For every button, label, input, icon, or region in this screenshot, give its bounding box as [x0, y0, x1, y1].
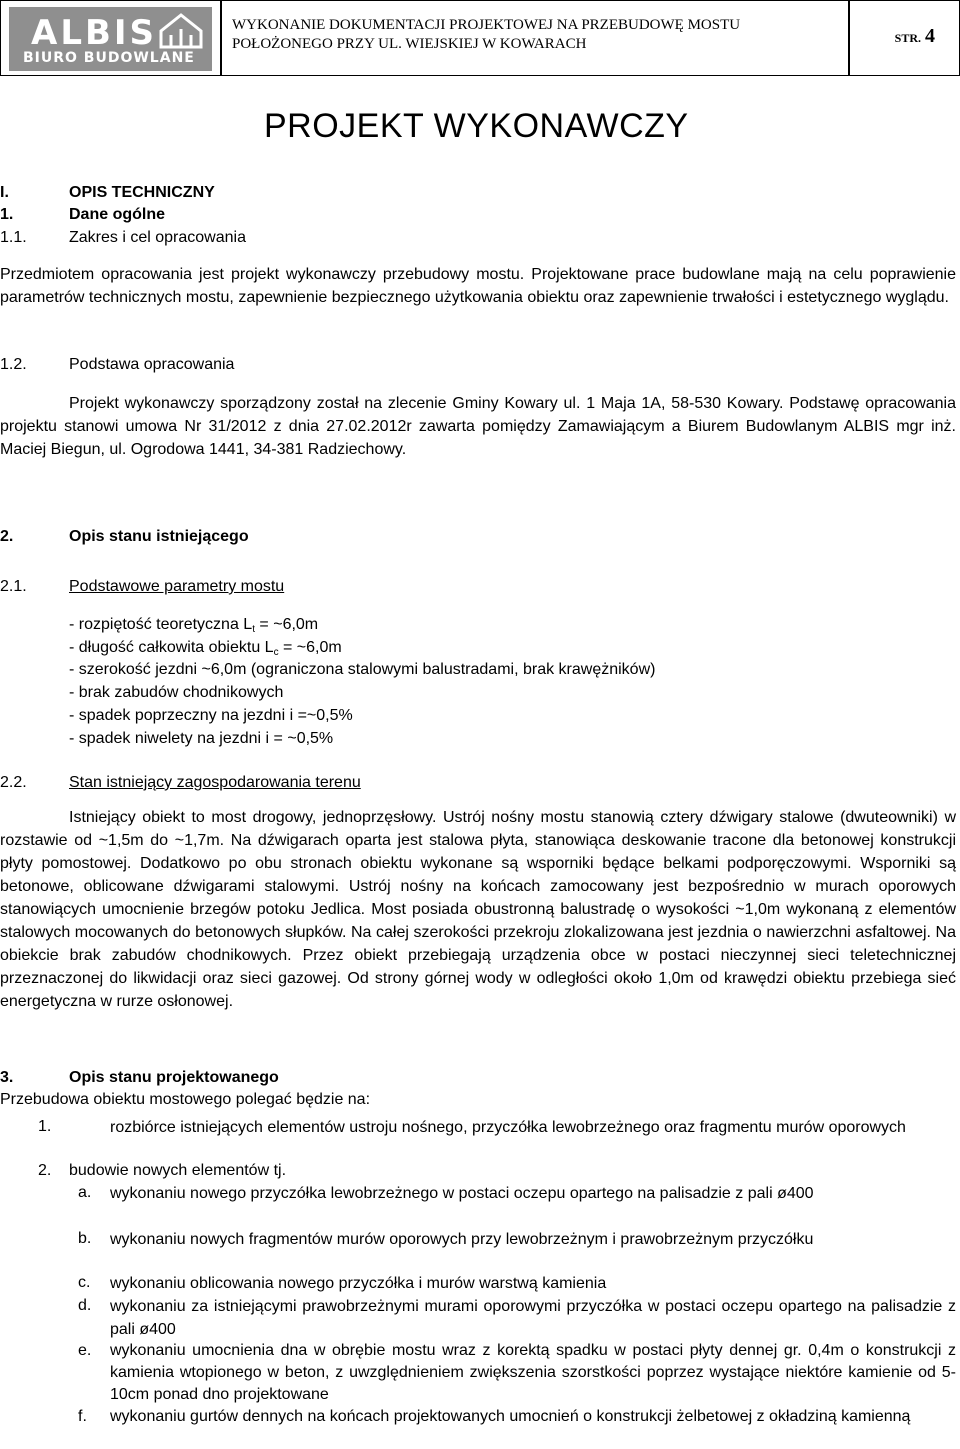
section-1-number: I.: [0, 184, 9, 201]
page-number: [895, 25, 935, 48]
section-2-title: Opis stanu istniejącego: [69, 528, 249, 545]
paragraph-podstawa: Projekt wykonawczy sporządzony został na zlecenie Gminy Kowary ul. 1 Maja 1A, 58-530 Kowary. Podstawę opracowania projektu stanowi umowa Nr 31/2012 z dnia 27.02.2012r zawarta pomiędzy Zamawiającym a Biurem Budowlanym ALBIS mgr inż. Maciej Biegun, ul. Ogrodowa 1441, 34-381 Radziechowy.: [0, 395, 956, 458]
sublist-item-a-number: a.: [78, 1184, 92, 1201]
paragraph-stan-istniejacy: Istniejący obiekt to most drogowy, jednoprzęsłowy. Ustrój nośny mostu stanowią cztery dźwigary stalowe (dwuteowniki) w rozstawie od ~1,5m do ~1,7m. Na dźwigarach oparta jest stalowa płyta, stanowiąca deskowanie tracone dla betonowej konstrukcji płyty pomostowej. Dodatkowo po obu stronach obiektu wykonane są wsporniki będące belkami podporęczowymi. Wsporniki są betonowe, oblicowane dźwigarami stalowymi. Ustrój nośny na końcach zamocowany jest bezpośrednio w murach oporowych stanowiących umocnienie brzegów potoku Jedlica. Most posiada obustronną balustradę o wysokości ~1,0m wykonaną z elementów stalowych mocowanych do betonowych słupków. Na całej szerokości przekroju zlokalizowana jest jezdnia o nawierzchni asfaltowej. Na obiekcie brak zabudów chodnikowych. Przez obiekt przebiegają urządzenia obce w postaci nieczynnej sieci teletechnicznej przeznaczonej do likwidacji oraz sieci gazowej. Od strony górnej wody w odległości około 1,0m od krawędzi obiektu przebiega sieć energetyczna w rurze osłonowej.: [0, 809, 956, 1010]
section-2-number: 2.: [0, 528, 14, 545]
section-1-title: OPIS TECHNICZNY: [69, 184, 215, 201]
section-1-1-title: Dane ogólne: [69, 206, 166, 223]
list-item-2-number: 2.: [38, 1162, 52, 1179]
param-span: - rozpiętość teoretyczna $L_t$ = ~6,0m: [69, 616, 319, 635]
section-2-2-number: 2.2.: [0, 774, 27, 791]
list-item-1-text: rozbiórce istniejących elementów ustroju nośnego, przyczółka lewobrzeżnego oraz fragmentu murów oporowych: [110, 1119, 906, 1136]
section-2-1-number: 2.1.: [0, 578, 27, 595]
header-title-line2: POŁOŻONEGO PRZY UL. WIEJSKIEJ W KOWARACH: [232, 36, 587, 52]
logo-name: ALBIS: [31, 13, 158, 53]
sublist-item-f-number: f.: [78, 1408, 87, 1425]
section-1-1-1-title: Zakres i cel opracowania: [69, 229, 246, 246]
sublist-item-c-number: c.: [78, 1274, 91, 1291]
paragraph-projekt-intro: Przebudowa obiektu mostowego polegać będzie na:: [0, 1091, 371, 1108]
logo-cell: [0, 0, 221, 76]
sublist-item-e-number: e.: [78, 1342, 92, 1359]
company-logo: [9, 7, 212, 71]
sublist-item-b-text: wykonaniu nowych fragmentów murów oporowych przy lewobrzeżnym i prawobrzeżnym przyczółku: [110, 1231, 814, 1248]
page-number-value: 4: [925, 25, 935, 47]
param-width: - szerokość jezdni ~6,0m (ograniczona stalowymi balustradami, brak krawężników): [69, 661, 656, 678]
section-2-1-title: Podstawowe parametry mostu: [69, 578, 285, 595]
list-item-2-text: budowie nowych elementów tj.: [69, 1162, 287, 1179]
section-1-2-title: Podstawa opracowania: [69, 356, 235, 373]
paragraph-zakres: Przedmiotem opracowania jest projekt wykonawczy przebudowy mostu. Projektowane prace budowlane mają na celu poprawienie parametrów technicznych mostu, zapewnienie bezpiecznego użytkowania obiektu oraz zapewnienie trwałości i estetycznego wyglądu.: [0, 266, 956, 306]
list-item-1-number: 1.: [38, 1118, 52, 1135]
section-1-1-1-number: 1.1.: [0, 229, 27, 246]
main-title: PROJEKT WYKONAWCZY: [264, 107, 689, 145]
logo-house-icon: [159, 11, 203, 49]
param-length: - długość całkowita obiektu $L_c$ = ~6,0m: [69, 639, 342, 658]
page-header: [0, 0, 960, 76]
header-title-line1: WYKONANIE DOKUMENTACJI PROJEKTOWEJ NA PRZEBUDOWĘ MOSTU: [232, 17, 741, 33]
sublist-item-f-text: wykonaniu gurtów dennych na końcach projektowanych umocnień o konstrukcji żelbetowej z okładziną kamienną: [110, 1408, 911, 1425]
sublist-item-b-number: b.: [78, 1230, 92, 1247]
sublist-item-d-text: wykonaniu za istniejącymi prawobrzeżnymi murami oporowymi przyczółka w postaci oczepu opartego na palisadzie z pali ø400: [110, 1298, 956, 1338]
sublist-item-a-text: wykonaniu nowego przyczółka lewobrzeżnego w postaci oczepu opartego na palisadzie z pali ø400: [110, 1185, 814, 1202]
section-3-title: Opis stanu projektowanego: [69, 1069, 279, 1086]
sublist-item-c-text: wykonaniu oblicowania nowego przyczółka i murów warstwą kamienia: [110, 1275, 607, 1292]
section-2-2-title: Stan istniejący zagospodarowania terenu: [69, 774, 361, 791]
header-title-cell: [221, 0, 849, 76]
param-grade-slope: - spadek niwelety na jezdni i = ~0,5%: [69, 730, 334, 747]
param-cross-slope: - spadek poprzeczny na jezdni i =~0,5%: [69, 707, 353, 724]
page-number-cell: [849, 0, 960, 76]
sublist-item-e-text: wykonaniu umocnienia dna w obrębie mostu wraz z korektą spadku w postaci płyty dennej gr. 0,4m o konstrukcji z kamienia wtopionego w beton, z uwzględnieniem zwiększenia szorstkości poprzez wystające niektóre kamienie od 5-10cm ponad dno projektowane: [110, 1342, 956, 1403]
sublist-item-d-number: d.: [78, 1297, 92, 1314]
param-sidewalk: - brak zabudów chodnikowych: [69, 684, 284, 701]
section-1-2-number: 1.2.: [0, 356, 27, 373]
page-label: STR.: [894, 31, 921, 45]
section-3-number: 3.: [0, 1069, 14, 1086]
logo-subtitle: BIURO BUDOWLANE: [23, 50, 195, 66]
section-1-1-number: 1.: [0, 206, 14, 223]
